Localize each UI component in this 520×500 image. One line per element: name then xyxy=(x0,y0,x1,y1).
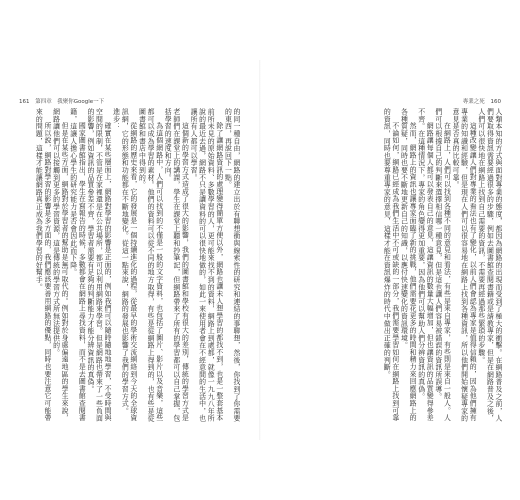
paragraph: 除了讓網路資訊的處理變得簡單方便以外，網路也讓未人想學習的都找不到，也是一整套基本前所未見的原始資料、多數學習的人，更可能來找不到的資料，網路上到處都，就像一九九八年所說的最近去過，網路不只是讓資料的可以很快地做的，如此一來使用者會在不經意間的生活中，也讓所有人都可以學習。 xyxy=(189,108,223,422)
lead-in: 進步： xyxy=(111,108,120,130)
paragraph: 這個新的學習方式造成了很大的影響，我們的圖書館和學校有很大的差別，傳統的學習方式是老師們在課堂上的講課，學生在課堂上聽和抄筆記，但網路帶來了所有的學習都可以自己掌握，包括學習的速度和方向。 xyxy=(163,108,189,422)
right-page-number: 160 xyxy=(490,99,501,105)
left-page-number: 161 xyxy=(19,99,30,105)
paragraph: 的同一種自由，網路的建立出於有聯想衝與線索性的研究和連結的事聯想，然後，你找到了你需要的東西，再說回下一點。 xyxy=(223,108,240,422)
left-body-text xyxy=(24,108,240,426)
paragraph: 人類本知的方式與面對專業的態度，都因為網路的出現而受到了極大的衝擊。在網路普及之前，人們要取得資訊需要經過很多的步驟，例如去圖書館查閱書籍或是請教專家，但是在網路普及之後，人們可以很快地在網路上找到自己需要的資訊，不需要再經過那些繁瑣的步驟。 xyxy=(476,108,502,422)
right-body-text xyxy=(273,108,502,426)
paragraph: 為這個網路中，人們可以找到的不僅是一般的文字資料，也包括了圖片、影片以及音樂，這些都可以成為學習的素材。他們的資料可以從不同的地方取得，有些是從網路上得到的，也有些是從圖書館和書店中得到的。 xyxy=(137,108,163,422)
paragraph: 然而，網路上的資訊也讓專家面臨了新的挑戰，他們需要花更多的時間和精力來回應網路上的各種質疑，同時也要不斷地更新自己的知識，以應付快速變化的資訊環境。 xyxy=(399,108,417,422)
paragraph: 在網路上，人們可以找到各種不同的意見和看法，有些是來自專家，有些則是來自一般人。人們可以根據自己的判斷來選擇相信哪一種意見，但是這也讓人們容易被錯誤的資訊所誤導。 xyxy=(433,108,451,422)
paragraph: 確實在某些層面上，網路對學習的影響是正面的，例如我們可以隨時隨地地學習，不受時間與空間的限制，不管是在家裡還是在公共場所，都可以利用網路來學習。但是網路也帶來了一些負面的影響，例如資訊的品質參差不齊，學習者需要有足夠的判斷能力才能分辨資訊的真偽。 xyxy=(85,108,112,422)
left-chapter-title: 第四章 我聚你Google一下 xyxy=(35,99,105,105)
paragraph: 所以說，網路對學習的影響是多方面的，我們應該要善用網路的優點，同時也要注意它可能帶來的問題，這樣才能讓網路真正成為我們學習的好幫手。 xyxy=(34,108,51,422)
paragraph: 這種改變讓人們對專業的看法也有了變化，以前人們會認為專家是值得信賴的，因為他們擁有專業的知識和經驗，但是現在人們可以很容易地在網路上找到各種資訊，所以他們開始懷疑專家的意見是否真的比較可靠。 xyxy=(451,108,477,422)
paragraph: 國家圖書館指出，學生在寫報告的時候，多數都會在網路上尋找資料，而不是去圖書館查閱書籍，這讓人擔心學生的研究能力是否會因此而下降。 xyxy=(68,108,86,422)
left-running-head xyxy=(19,97,104,105)
paragraph: 不論如何，網路已經成為我們生活中不可或缺的一部分，我們需要學習如何在網路上找到可靠的資訊，同時也要尊重專家的意見，這樣才能在資訊爆炸的時代中做出正確的判斷。 xyxy=(382,108,399,422)
paragraph: 從網路的歷史來看，它的發展是一個持續進化的過程，從最早的學術交流網絡到今天的全球資訊網，它的形態和功能都在不斷地變化。從這一點來說，網路的發展也影響了我們的學習方式。 xyxy=(120,108,137,422)
paragraph: 網路讓每個人都可以發表自己的意見，這讓資訊的數量大幅增加，但也讓資訊的品質變得參差不齊。在這種情況下，專家的角色變得更加重要，因為他們可以幫助人們分辨資訊的真偽。 xyxy=(416,108,434,422)
right-running-head xyxy=(463,97,501,105)
paragraph: 但是在某些方面，網路對於學習者的幫助是無可取代的。例如對於身處偏遠地區的學生來說，網路讓他們可以接觸到更多的學習資源，這是傳統的學習方式所無法提供的。 xyxy=(51,108,69,422)
right-page xyxy=(260,0,520,500)
right-book-title: 專業之死 xyxy=(462,99,485,105)
